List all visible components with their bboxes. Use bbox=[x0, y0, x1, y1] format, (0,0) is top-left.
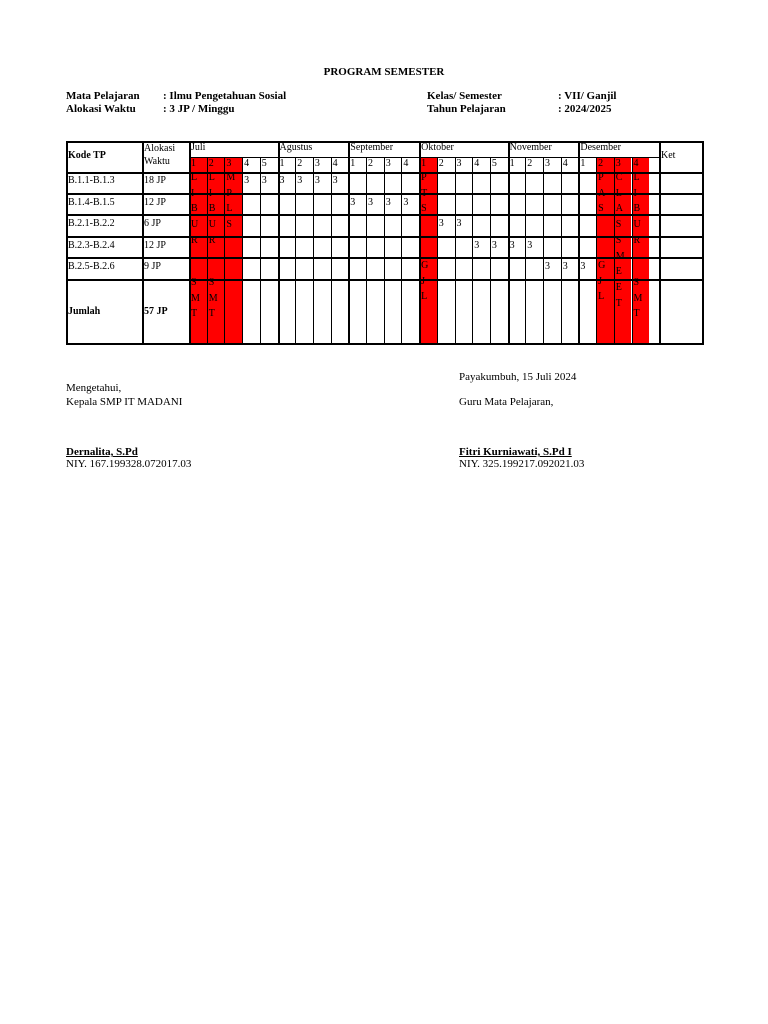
guru-niy: NIY. 325.199217.092021.03 bbox=[459, 458, 585, 470]
month-agustus: Agustus bbox=[279, 142, 313, 153]
row-mark: 3 bbox=[314, 175, 320, 186]
row-mark: 3 bbox=[350, 196, 356, 208]
row-mark: 3 bbox=[474, 239, 480, 251]
table-line bbox=[384, 157, 385, 345]
week-number: 3 bbox=[545, 158, 550, 169]
table-line bbox=[508, 141, 510, 345]
week-number: 2 bbox=[527, 158, 533, 169]
row-kode: B.1.1-B.1.3 bbox=[68, 175, 115, 186]
table-line bbox=[66, 141, 68, 345]
month-juli: Juli bbox=[191, 142, 206, 153]
table-line bbox=[66, 257, 704, 259]
table-line bbox=[224, 157, 225, 345]
row-kode: B.2.1-B.2.2 bbox=[68, 218, 115, 229]
table-line bbox=[66, 193, 704, 195]
week-number: 2 bbox=[297, 158, 303, 169]
mengetahui-text: Mengetahui, bbox=[66, 382, 122, 394]
table-line bbox=[242, 157, 243, 345]
holiday-label-top: C L A S S M E E T bbox=[615, 172, 625, 309]
row-mark: 3 bbox=[261, 175, 267, 186]
table-line bbox=[207, 157, 208, 345]
header-waktu: Waktu bbox=[144, 156, 170, 167]
table-line bbox=[490, 157, 491, 345]
table-line bbox=[437, 157, 438, 345]
place-date: Payakumbuh, 15 Juli 2024 bbox=[459, 371, 577, 383]
row-mark: 3 bbox=[403, 196, 409, 208]
week-number: 1 bbox=[580, 158, 586, 169]
row-kode: B.2.5-B.2.6 bbox=[68, 261, 115, 272]
row-mark: 3 bbox=[456, 218, 462, 229]
row-alokasi: 9 JP bbox=[144, 261, 161, 272]
guru-name: Fitri Kurniawati, S.Pd I bbox=[459, 446, 572, 458]
table-line bbox=[278, 141, 280, 345]
table-line bbox=[295, 157, 296, 345]
table-line bbox=[578, 141, 580, 345]
row-mark: 3 bbox=[368, 196, 373, 208]
row-mark: 3 bbox=[509, 239, 515, 251]
table-line bbox=[455, 157, 456, 345]
week-number: 4 bbox=[332, 158, 338, 169]
table-line bbox=[596, 157, 597, 345]
row-mark: 3 bbox=[438, 218, 444, 229]
holiday-label-top: L I B U R bbox=[633, 172, 641, 246]
row-mark: 3 bbox=[527, 239, 533, 251]
row-kode: B.1.4-B.1.5 bbox=[68, 196, 115, 208]
holiday-label-top: L I B U R bbox=[208, 172, 216, 246]
month-desember: Desember bbox=[580, 142, 621, 153]
holiday-label-bottom: S M T bbox=[633, 277, 643, 320]
row-mark: 3 bbox=[244, 175, 250, 186]
week-number: 1 bbox=[350, 158, 356, 169]
table-line bbox=[561, 157, 562, 345]
table-line bbox=[543, 157, 544, 345]
header-ket: Ket bbox=[661, 150, 676, 161]
table-line bbox=[525, 157, 526, 345]
week-number: 5 bbox=[261, 158, 267, 169]
total-jp: 57 JP bbox=[144, 306, 168, 317]
week-number: 2 bbox=[438, 158, 444, 169]
week-number: 4 bbox=[633, 158, 639, 169]
table-border bbox=[66, 343, 704, 345]
table-line bbox=[331, 157, 332, 345]
kepala-niy: NIY. 167.199328.072017.03 bbox=[66, 458, 192, 470]
mapel-value: : Ilmu Pengetahuan Sosial bbox=[163, 90, 287, 102]
week-number: 1 bbox=[421, 158, 427, 169]
table-line bbox=[142, 141, 144, 345]
row-mark: 3 bbox=[562, 261, 568, 272]
mapel-label: Mata Pelajaran bbox=[66, 90, 140, 102]
header-kode-tp: Kode TP bbox=[68, 150, 106, 161]
table-line bbox=[472, 157, 473, 345]
table-line bbox=[66, 236, 704, 238]
alokasi-label: Alokasi Waktu bbox=[66, 103, 136, 115]
row-mark: 3 bbox=[297, 175, 303, 186]
week-number: 2 bbox=[598, 158, 604, 169]
table-line bbox=[366, 157, 367, 345]
week-number: 4 bbox=[244, 158, 250, 169]
row-mark: 3 bbox=[580, 261, 586, 272]
week-number: 5 bbox=[491, 158, 497, 169]
week-number: 1 bbox=[509, 158, 515, 169]
week-number: 4 bbox=[474, 158, 480, 169]
alokasi-value: : 3 JP / Minggu bbox=[163, 103, 235, 115]
table-border bbox=[66, 141, 704, 143]
table-line bbox=[702, 141, 704, 345]
guru-title: Guru Mata Pelajaran, bbox=[459, 396, 554, 408]
week-number: 2 bbox=[368, 158, 373, 169]
week-number: 3 bbox=[226, 158, 232, 169]
holiday-label-top: M P L S bbox=[226, 172, 236, 231]
row-mark: 3 bbox=[279, 175, 285, 186]
table-line bbox=[419, 141, 421, 345]
month-september: September bbox=[350, 142, 394, 153]
holiday-label-top: P A S bbox=[598, 172, 606, 215]
semester-table bbox=[66, 141, 704, 345]
table-line bbox=[401, 157, 402, 345]
week-number: 1 bbox=[279, 158, 285, 169]
kelas-label: Kelas/ Semester bbox=[427, 90, 502, 102]
row-alokasi: 12 JP bbox=[144, 196, 166, 208]
tahun-label: Tahun Pelajaran bbox=[427, 103, 506, 115]
holiday-label-bottom: S M T bbox=[208, 277, 218, 320]
week-number: 1 bbox=[191, 158, 196, 169]
week-number: 3 bbox=[615, 158, 621, 169]
table-line bbox=[313, 157, 314, 345]
holiday-label-top: P T S bbox=[421, 172, 428, 215]
holiday-label-bottom: G J L bbox=[421, 260, 429, 303]
total-label: Jumlah bbox=[68, 306, 101, 317]
week-number: 2 bbox=[208, 158, 214, 169]
row-alokasi: 12 JP bbox=[144, 239, 166, 251]
row-alokasi: 18 JP bbox=[144, 175, 166, 186]
table-line bbox=[189, 141, 191, 345]
week-number: 4 bbox=[403, 158, 409, 169]
row-kode: B.2.3-B.2.4 bbox=[68, 239, 115, 251]
header-alokasi: Alokasi bbox=[144, 143, 176, 154]
holiday-label-bottom: G J L bbox=[598, 260, 606, 303]
table-line bbox=[348, 141, 350, 345]
row-alokasi: 6 JP bbox=[144, 218, 161, 229]
kelas-value: : VII/ Ganjil bbox=[558, 90, 617, 102]
kepala-title: Kepala SMP IT MADANI bbox=[66, 396, 183, 408]
month-november: November bbox=[509, 142, 552, 153]
table-line bbox=[614, 157, 615, 345]
row-mark: 3 bbox=[385, 196, 391, 208]
holiday-label-top: L I B U R bbox=[191, 172, 199, 246]
table-line bbox=[632, 157, 633, 345]
week-number: 3 bbox=[314, 158, 320, 169]
table-line bbox=[260, 157, 261, 345]
holiday-label-bottom: S M T bbox=[191, 277, 200, 320]
page-title: PROGRAM SEMESTER bbox=[323, 66, 445, 78]
week-number: 3 bbox=[456, 158, 462, 169]
table-line bbox=[659, 141, 661, 345]
week-number: 3 bbox=[385, 158, 391, 169]
tahun-value: : 2024/2025 bbox=[558, 103, 612, 115]
month-oktober: Oktober bbox=[421, 142, 454, 153]
kepala-name: Dernalita, S.Pd bbox=[66, 446, 138, 458]
week-number: 4 bbox=[562, 158, 568, 169]
table-line bbox=[66, 279, 704, 281]
row-mark: 3 bbox=[491, 239, 497, 251]
row-mark: 3 bbox=[545, 261, 550, 272]
row-mark: 3 bbox=[332, 175, 338, 186]
table-line bbox=[66, 172, 704, 174]
table-line bbox=[66, 214, 704, 216]
